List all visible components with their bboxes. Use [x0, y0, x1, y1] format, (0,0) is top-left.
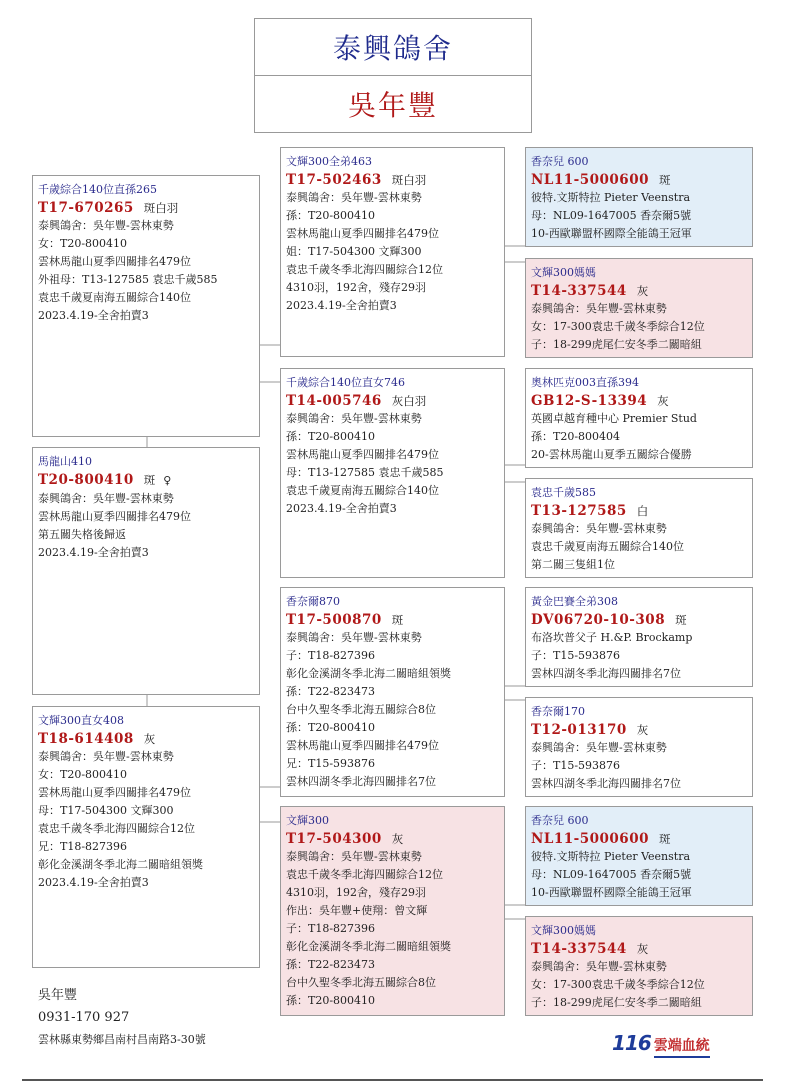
sire-dam-card — [280, 368, 505, 578]
info-line: 子：18-299虎尾仁安冬季二關暗組 — [531, 996, 702, 1009]
info-line: 袁忠千歲冬季北海四關綜合12位 — [286, 263, 443, 276]
info-line: 泰興鴿舍：吳年豐-雲林東勢 — [38, 750, 174, 763]
info-line: 作出：吳年豐+使翔：曾文輝 — [286, 904, 428, 917]
pigeon-color: 灰 — [391, 832, 404, 846]
contact-address: 雲林縣東勢鄉昌南村昌南路3-30號 — [38, 1033, 206, 1046]
info-line: 泰興鴿舍：吳年豐-雲林東勢 — [286, 412, 422, 425]
contact-info — [38, 985, 206, 1051]
info-line: 泰興鴿舍：吳年豐-雲林東勢 — [286, 191, 422, 204]
info-line: 泰興鴿舍：吳年豐-雲林東勢 — [38, 492, 174, 505]
ring-number: NL11-5000600 — [531, 831, 649, 847]
ring-number: GB12-S-13394 — [531, 393, 648, 409]
info-line: 母：NL09-1647005 香奈爾5號 — [531, 209, 692, 222]
pigeon-color: 斑 — [391, 613, 404, 627]
info-line: 2023.4.19-全舍拍賣3 — [38, 309, 149, 322]
pigeon-color: 灰 — [636, 284, 649, 298]
info-line: 外祖母：T13-127585 袁忠千歲585 — [38, 273, 218, 286]
pigeon-tag: 文輝300直女408 — [38, 714, 124, 727]
dam-card — [32, 706, 260, 968]
sss-card — [525, 147, 753, 247]
ring-number: T12-013170 — [531, 722, 627, 738]
cloud-pedigree-logo — [612, 1031, 710, 1058]
pigeon-color: 斑 — [658, 173, 671, 187]
info-line: 台中久聖冬季北海五關綜合8位 — [286, 703, 436, 716]
pigeon-tag: 香奈爾870 — [286, 595, 340, 608]
info-line: 泰興鴿舍：吳年豐-雲林東勢 — [38, 219, 174, 232]
info-line: 兄：T18-827396 — [38, 840, 128, 853]
dsd-card — [525, 697, 753, 797]
info-line: 雲林馬龍山夏季四關排名479位 — [38, 255, 191, 268]
pigeon-tag: 香奈兒 600 — [531, 814, 589, 827]
logo-text: 雲端血統 — [654, 1035, 710, 1058]
female-sex-icon: ♀ — [163, 474, 172, 487]
ddd-card — [525, 916, 753, 1016]
dss-card — [525, 587, 753, 687]
info-line: 泰興鴿舍：吳年豐-雲林東勢 — [531, 302, 667, 315]
pigeon-color: 灰 — [657, 394, 669, 408]
pigeon-color: 斑 — [675, 613, 687, 627]
info-line: 雲林馬龍山夏季四關排名479位 — [286, 448, 439, 461]
pigeon-color: 斑白羽 — [391, 173, 427, 187]
info-line: 袁忠千歲冬季北海四關綜合12位 — [38, 822, 195, 835]
info-line: 彼特.文斯特拉 Pieter Veenstra — [531, 850, 691, 863]
subject-card — [32, 447, 260, 695]
info-line: 女：T20-800410 — [38, 237, 128, 250]
info-line: 孫：T20-800410 — [286, 994, 376, 1007]
info-line: 女：T20-800410 — [38, 768, 128, 781]
ring-number: T17-502463 — [286, 172, 382, 188]
info-line: 泰興鴿舍：吳年豐-雲林東勢 — [531, 960, 667, 973]
ring-number: NL11-5000600 — [531, 172, 649, 188]
dam-dam-card — [280, 806, 505, 1016]
info-line: 台中久聖冬季北海五關綜合8位 — [286, 976, 436, 989]
ring-number: T14-337544 — [531, 283, 627, 299]
ring-number: T13-127585 — [531, 503, 627, 519]
info-line: 子：T18-827396 — [286, 922, 376, 935]
pigeon-tag: 千歲綜合140位直孫265 — [38, 183, 157, 196]
info-line: 母：T17-504300 文輝300 — [38, 804, 174, 817]
pigeon-tag: 文輝300全弟463 — [286, 155, 372, 168]
info-line: 雲林馬龍山夏季四關排名479位 — [38, 510, 191, 523]
owner-name: 吳年豐 — [347, 89, 438, 122]
info-line: 2023.4.19-全舍拍賣3 — [38, 876, 149, 889]
info-line: 雲林馬龍山夏季四關排名479位 — [38, 786, 191, 799]
info-line: 2023.4.19-全舍拍賣3 — [286, 502, 397, 515]
info-line: 雲林四湖冬季北海四關排名7位 — [531, 667, 681, 680]
pigeon-tag: 袁忠千歲585 — [531, 486, 596, 499]
ssd-card — [525, 258, 753, 358]
ring-number: T17-670265 — [38, 200, 134, 216]
info-line: 布洛坎普父子 H.&P. Brockamp — [531, 631, 693, 644]
loft-name: 泰興鴿舍 — [332, 32, 453, 65]
sds-card — [525, 368, 753, 468]
info-line: 孫：T20-800404 — [531, 430, 621, 443]
info-line: 孫：T20-800410 — [286, 721, 376, 734]
dam-sire-card — [280, 587, 505, 797]
pigeon-tag: 黃金巴賽全弟308 — [531, 595, 618, 608]
pigeon-tag: 文輝300媽媽 — [531, 266, 596, 279]
info-line: 泰興鴿舍：吳年豐-雲林東勢 — [286, 850, 422, 863]
pigeon-tag: 千歲綜合140位直女746 — [286, 376, 405, 389]
info-line: 袁忠千歲夏南海五關綜合140位 — [38, 291, 191, 304]
ring-number: T17-504300 — [286, 831, 382, 847]
pigeon-color: 灰白羽 — [391, 394, 427, 408]
info-line: 兄：T15-593876 — [286, 757, 376, 770]
ring-number: T17-500870 — [286, 612, 382, 628]
contact-phone: 0931-170 927 — [38, 1010, 130, 1025]
pigeon-tag: 馬龍山410 — [38, 455, 92, 468]
pigeon-tag: 文輝300媽媽 — [531, 924, 596, 937]
info-line: 子：T15-593876 — [531, 649, 621, 662]
pigeon-tag: 文輝300 — [286, 814, 329, 827]
info-line: 母：T13-127585 袁忠千歲585 — [286, 466, 444, 479]
ring-number: T18-614408 — [38, 731, 134, 747]
info-line: 孫：T20-800410 — [286, 430, 376, 443]
info-line: 第五關失格後歸返 — [38, 528, 126, 541]
ring-number: T14-005746 — [286, 393, 382, 409]
info-line: 袁忠千歲夏南海五關綜合140位 — [286, 484, 439, 497]
info-line: 子：18-299虎尾仁安冬季二關暗組 — [531, 338, 702, 351]
info-line: 雲林四湖冬季北海四關排名7位 — [531, 777, 681, 790]
pigeon-tag: 奧林匹克003直孫394 — [531, 376, 639, 389]
info-line: 泰興鴿舍：吳年豐-雲林東勢 — [286, 631, 422, 644]
dds-card — [525, 806, 753, 906]
info-line: 雲林馬龍山夏季四關排名479位 — [286, 739, 439, 752]
info-line: 2023.4.19-全舍拍賣3 — [286, 299, 397, 312]
pigeon-color: 灰 — [636, 723, 649, 737]
info-line: 彼特.文斯特拉 Pieter Veenstra — [531, 191, 691, 204]
info-line: 4310羽，192舍，殘存29羽 — [286, 281, 426, 294]
info-line: 泰興鴿舍：吳年豐-雲林東勢 — [531, 741, 667, 754]
info-line: 子：T15-593876 — [531, 759, 621, 772]
info-line: 第二關三隻組1位 — [531, 558, 615, 571]
pigeon-color: 斑白羽 — [143, 201, 179, 215]
pigeon-tag: 香奈兒 600 — [531, 155, 589, 168]
info-line: 雲林四湖冬季北海四關排名7位 — [286, 775, 436, 788]
logo-number: 116 — [612, 1031, 651, 1055]
sire-card — [32, 175, 260, 437]
pigeon-color: 白 — [636, 504, 649, 518]
contact-name: 吳年豐 — [38, 988, 78, 1003]
info-line: 4310羽，192舍，殘存29羽 — [286, 886, 426, 899]
pigeon-color: 灰 — [143, 732, 156, 746]
ring-number: T14-337544 — [531, 941, 627, 957]
info-line: 母：NL09-1647005 香奈爾5號 — [531, 868, 692, 881]
ring-number: DV06720-10-308 — [531, 612, 666, 628]
info-line: 雲林馬龍山夏季四關排名479位 — [286, 227, 439, 240]
ring-number: T20-800410 — [38, 472, 134, 488]
info-line: 袁忠千歲夏南海五關綜合140位 — [531, 540, 684, 553]
info-line: 10-西歐聯盟杯國際全能鴿王冠軍 — [531, 227, 692, 240]
info-line: 女：17-300袁忠千歲冬季綜合12位 — [531, 978, 705, 991]
pigeon-color: 灰 — [636, 942, 649, 956]
info-line: 袁忠千歲冬季北海四關綜合12位 — [286, 868, 443, 881]
info-line: 20-雲林馬龍山夏季五關綜合優勝 — [531, 448, 692, 461]
info-line: 泰興鴿舍：吳年豐-雲林東勢 — [531, 522, 667, 535]
info-line: 姐：T17-504300 文輝300 — [286, 245, 422, 258]
info-line: 女：17-300袁忠千歲冬季綜合12位 — [531, 320, 705, 333]
info-line: 子：T18-827396 — [286, 649, 376, 662]
info-line: 10-西歐聯盟杯國際全能鴿王冠軍 — [531, 886, 692, 899]
info-line: 彰化金溪湖冬季北海二關暗組領獎 — [38, 858, 203, 871]
pigeon-tag: 香奈爾170 — [531, 705, 585, 718]
sdd-card — [525, 478, 753, 578]
info-line: 孫：T20-800410 — [286, 209, 376, 222]
info-line: 英國卓越育種中心 Premier Stud — [531, 412, 697, 425]
info-line: 2023.4.19-全舍拍賣3 — [38, 546, 149, 559]
footer-divider — [22, 1079, 763, 1081]
pigeon-color: 斑 — [658, 832, 671, 846]
info-line: 孫：T22-823473 — [286, 958, 376, 971]
info-line: 彰化金溪湖冬季北海二關暗組領獎 — [286, 667, 451, 680]
pigeon-color: 斑 — [143, 473, 156, 487]
sire-sire-card — [280, 147, 505, 357]
info-line: 彰化金溪湖冬季北海二關暗組領獎 — [286, 940, 451, 953]
info-line: 孫：T22-823473 — [286, 685, 376, 698]
